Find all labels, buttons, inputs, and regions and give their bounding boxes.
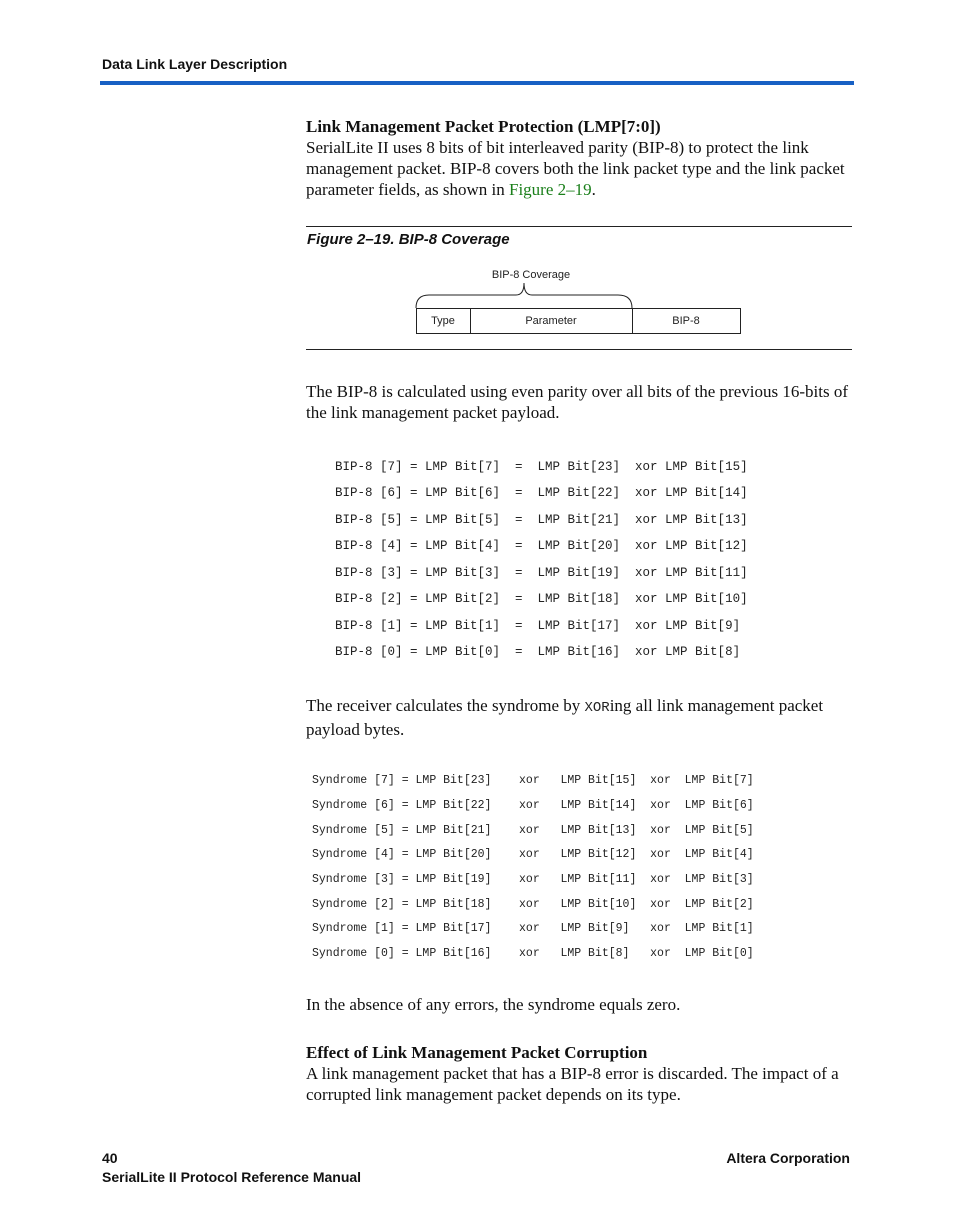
bip-paragraph: The BIP-8 is calculated using even parity over all bits of the previous 16-bits of the link management packet payload. bbox=[306, 382, 848, 422]
syndrome-equation: Syndrome [6] = LMP Bit[22] xor LMP Bit[14] xor LMP Bit[6] bbox=[312, 799, 754, 812]
figure-caption: Figure 2–19. BIP-8 Coverage bbox=[307, 231, 510, 248]
bip-equation: BIP-8 [2] = LMP Bit[2] = LMP Bit[18] xor LMP Bit[10] bbox=[335, 592, 748, 606]
field-type-label: Type bbox=[431, 315, 455, 327]
syndrome-text: The receiver calculates the syndrome by bbox=[306, 696, 585, 715]
bip-equation: BIP-8 [0] = LMP Bit[0] = LMP Bit[16] xor LMP Bit[8] bbox=[335, 645, 741, 659]
xor-code: XOR bbox=[584, 700, 610, 716]
bip-equation: BIP-8 [4] = LMP Bit[4] = LMP Bit[20] xor LMP Bit[12] bbox=[335, 539, 748, 553]
bip-equation: BIP-8 [3] = LMP Bit[3] = LMP Bit[19] xor LMP Bit[11] bbox=[335, 566, 748, 580]
coverage-label: BIP-8 Coverage bbox=[491, 269, 571, 281]
section-heading: Effect of Link Management Packet Corruption bbox=[306, 1043, 648, 1062]
syndrome-equation: Syndrome [2] = LMP Bit[18] xor LMP Bit[10] xor LMP Bit[2] bbox=[312, 898, 754, 911]
field-parameter-label: Parameter bbox=[525, 315, 577, 327]
bip-equation: BIP-8 [7] = LMP Bit[7] = LMP Bit[23] xor LMP Bit[15] bbox=[335, 460, 748, 474]
figure-top-rule bbox=[306, 226, 852, 227]
field-bip8-label: BIP-8 bbox=[672, 315, 700, 327]
page-number: 40 bbox=[102, 1150, 118, 1166]
syndrome-equation: Syndrome [5] = LMP Bit[21] xor LMP Bit[13] xor LMP Bit[5] bbox=[312, 824, 754, 837]
syndrome-equation: Syndrome [4] = LMP Bit[20] xor LMP Bit[12] xor LMP Bit[4] bbox=[312, 848, 754, 861]
section-corruption-effect bbox=[306, 1042, 856, 1105]
bip-equation: BIP-8 [6] = LMP Bit[6] = LMP Bit[22] xor LMP Bit[14] bbox=[335, 486, 748, 500]
syndrome-text-end: ing all link management packet payload bytes. bbox=[306, 696, 824, 739]
figure-bottom-rule bbox=[306, 349, 852, 350]
section-paragraph bbox=[306, 137, 856, 200]
manual-title: SerialLite II Protocol Reference Manual bbox=[102, 1169, 362, 1185]
syndrome-equation: Syndrome [7] = LMP Bit[23] xor LMP Bit[15] xor LMP Bit[7] bbox=[312, 774, 754, 787]
paragraph-end: . bbox=[591, 180, 596, 199]
syndrome-equation: Syndrome [3] = LMP Bit[19] xor LMP Bit[11] xor LMP Bit[3] bbox=[312, 873, 754, 886]
paragraph-text: SerialLite II uses 8 bits of bit interleaved parity (BIP-8) to protect the link management packet. BIP-8 covers both the link packet type and the link packet parameter fields, as shown in bbox=[306, 138, 845, 199]
section-heading: Link Management Packet Protection (LMP[7:0]) bbox=[306, 117, 661, 136]
section-paragraph: A link management packet that has a BIP-8 error is discarded. The impact of a corrupted link management packet depends on its type. bbox=[306, 1064, 839, 1104]
header-rule bbox=[100, 81, 854, 85]
zero-syndrome-paragraph: In the absence of any errors, the syndrome equals zero. bbox=[306, 995, 681, 1014]
syndrome-equation: Syndrome [0] = LMP Bit[16] xor LMP Bit[8] xor LMP Bit[0] bbox=[312, 947, 754, 960]
syndrome-paragraph bbox=[306, 695, 856, 740]
coverage-brace bbox=[416, 283, 632, 308]
figure-link[interactable]: Figure 2–19 bbox=[509, 180, 592, 199]
section-link-management-protection bbox=[306, 116, 856, 200]
running-header: Data Link Layer Description bbox=[102, 56, 288, 72]
bip8-coverage-diagram bbox=[410, 262, 750, 338]
syndrome-equation: Syndrome [1] = LMP Bit[17] xor LMP Bit[9] xor LMP Bit[1] bbox=[312, 922, 754, 935]
bip-equation: BIP-8 [1] = LMP Bit[1] = LMP Bit[17] xor LMP Bit[9] bbox=[335, 619, 741, 633]
bip-equation: BIP-8 [5] = LMP Bit[5] = LMP Bit[21] xor LMP Bit[13] bbox=[335, 513, 748, 527]
company-name: Altera Corporation bbox=[726, 1150, 850, 1166]
